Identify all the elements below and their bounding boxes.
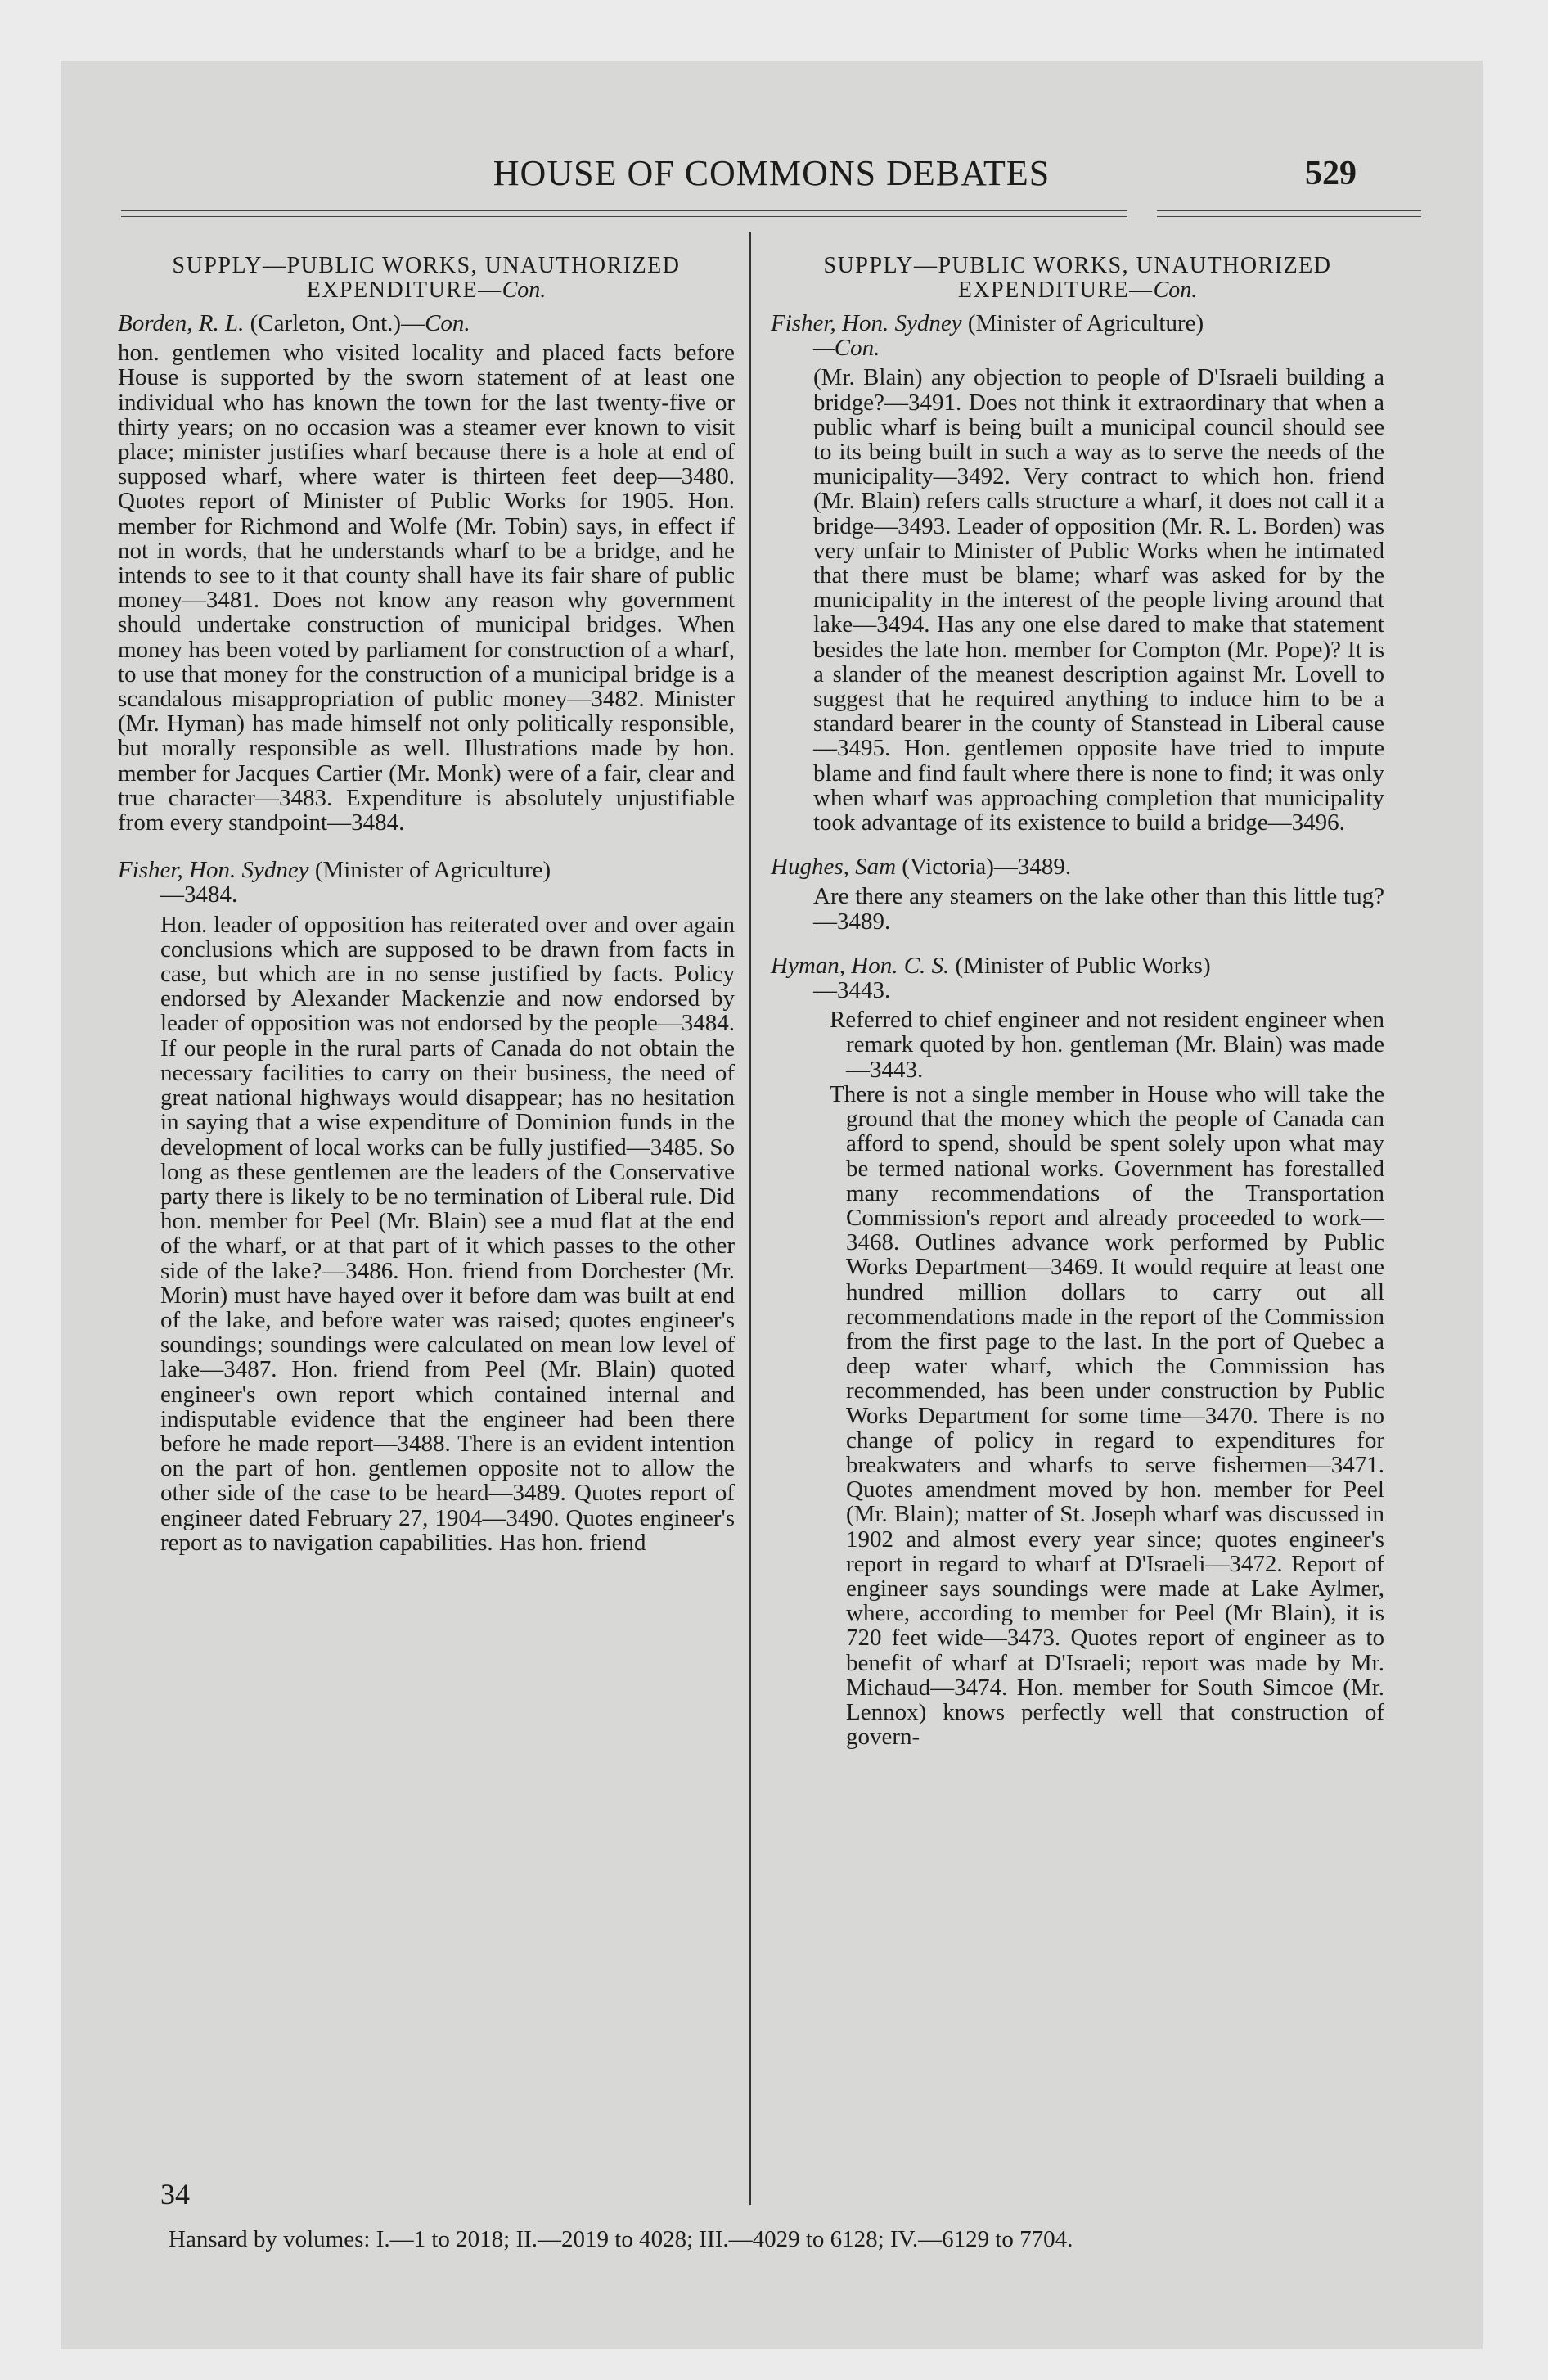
section-heading-cont: Con. bbox=[502, 277, 547, 303]
header-rule-left-thin bbox=[121, 216, 1127, 217]
right-column bbox=[771, 254, 1384, 1749]
speaker-entry-fisher-cont bbox=[771, 311, 1384, 360]
page-header bbox=[61, 152, 1483, 201]
speaker-name: Borden, R. L. bbox=[118, 310, 245, 336]
speaker-entry-fisher bbox=[118, 858, 735, 907]
section-heading-line2 bbox=[118, 278, 735, 303]
document-page bbox=[61, 61, 1483, 2349]
speaker-ref: —3443. bbox=[813, 977, 891, 1004]
column-divider bbox=[749, 232, 751, 2205]
volumes-footer: Hansard by volumes: I.—1 to 2018; II.—2019 to 4028; III.—4029 to 6128; IV.—6129 to 7704. bbox=[169, 2226, 1073, 2252]
section-heading bbox=[118, 254, 735, 303]
speech-text: hon. gentlemen who visited locality and placed facts before House is supported by the sworn statement of at least one individual who has known the town for the last twenty-five or thirty years; on no occasion was a steamer ever known to visit place; minister justifies wharf because there is a hole at end of supposed wharf, where water is thirteen feet deep—3480. Quotes report of Minister of Public Works for 1905. Hon. member for Richmond and Wolfe (Mr. Tobin) says, in effect if not in words, that he understands wharf to be a bridge, and he intends to see to it that county shall have its fair share of public money—3481. Does not know any reason why government should undertake construction of municipal bridges. When money has been voted by parliament for construction of a wharf, to use that money for the construction of a municipal bridge is a scandalous misappropriation of public money—3482. Minister (Mr. Hyman) has made himself not only politically responsible, but morally responsible as well. Illustrations made by hon. member for Jacques Cartier (Mr. Monk) were of a fair, clear and true character—3483. Expenditure is absolutely unjustifiable from every standpoint—3484. bbox=[118, 340, 735, 836]
speaker-detail: (Minister of Agriculture) bbox=[961, 310, 1204, 336]
header-rule-right-thin bbox=[1157, 216, 1421, 217]
speaker-ref: —3484. bbox=[160, 881, 238, 908]
speaker-name: Fisher, Hon. Sydney bbox=[771, 310, 962, 336]
section-heading-prefix: EXPENDITURE— bbox=[306, 277, 502, 303]
speaker-ref: —Con. bbox=[813, 335, 880, 362]
header-rule-right bbox=[1157, 210, 1421, 211]
speaker-name: Hughes, Sam bbox=[771, 854, 897, 881]
page-number: 529 bbox=[1305, 155, 1357, 192]
section-heading-line1: SUPPLY—PUBLIC WORKS, UNAUTHORIZED bbox=[823, 253, 1332, 278]
section-heading-prefix: EXPENDITURE— bbox=[957, 277, 1154, 303]
speech-text: Hon. leader of opposition has reiterated over and over again conclusions which are supposed to be drawn from facts in case, but which are in no sense justified by facts. Policy endorsed by Alexander Mackenzie and now endorsed by leader of opposition was not endorsed by the people—3484. If our people in the rural parts of Canada do not obtain the necessary facilities to carry on their business, the need of great national highways would disappear; has no hesitation in saying that a wise expenditure of Dominion funds in the development of local works can be fully justified—3485. So long as these gentlemen are the leaders of the Conservative party there is likely to be no termination of Liberal rule. Did hon. member for Peel (Mr. Blain) see a mud flat at the end of the wharf, or at that part of it which passes to the other side of the lake?—3486. Hon. friend from Dorchester (Mr. Morin) must have hayed over it before dam was built at end of the lake, and before water was raised; quotes engineer's soundings; soundings were calculated on mean low level of lake—3487. Hon. friend from Peel (Mr. Blain) quoted engineer's own report which contained internal and indisputable evidence that the engineer had been there before he made report—3488. There is an evident intention on the part of hon. gentlemen opposite not to allow the other side of the case to be heard—3489. Quotes report of engineer dated February 27, 1904—3490. Quotes engineer's report as to navigation capabilities. Has hon. friend bbox=[160, 911, 735, 1556]
speech-paragraph: Referred to chief engineer and not resident engineer when remark quoted by hon. gentleman (Mr. Blain) was made—3443. bbox=[830, 1007, 1384, 1083]
speaker-detail: (Carleton, Ont.)— bbox=[244, 310, 425, 336]
speaker-name: Fisher, Hon. Sydney bbox=[118, 857, 309, 884]
speaker-entry-borden bbox=[118, 311, 735, 336]
header-rule-left bbox=[121, 210, 1127, 211]
section-heading-cont: Con. bbox=[1153, 277, 1198, 303]
section-heading bbox=[771, 254, 1384, 303]
section-heading-line2 bbox=[771, 278, 1384, 303]
speaker-detail: (Victoria)—3489. bbox=[896, 854, 1072, 881]
speaker-entry-hughes bbox=[771, 854, 1384, 879]
speech-text: (Mr. Blain) any objection to people of D'Israeli building a bridge?—3491. Does not think it extraordinary that when a public wharf is being built a municipal council should see to its being built in such a way as to serve the needs of the municipality—3492. Very contract to which hon. friend (Mr. Blain) refers calls structure a wharf, it does not call it a bridge—3493. Leader of opposition (Mr. R. L. Borden) was very unfair to Minister of Public Works when he intimated that there must be blame; wharf was asked for by the municipality in the interest of the people living around that lake—3494. Has any one else dared to make that statement besides the late hon. member for Compton (Mr. Pope)? It is a slander of the meanest description against Mr. Lovell to suggest that he required anything to induce him to be a standard bearer in the county of Stanstead in Liberal cause—3495. Hon. gentlemen opposite have tried to impute blame and find fault where there is none to find; it was only when wharf was approaching completion that municipality took advantage of its existence to build a bridge—3496. bbox=[813, 364, 1384, 836]
left-column bbox=[118, 254, 735, 1555]
speaker-cont: Con. bbox=[425, 310, 470, 336]
speaker-detail: (Minister of Public Works) bbox=[949, 952, 1211, 979]
speech-paragraph: There is not a single member in House who will take the ground that the money which the people of Canada can afford to spend, should be spent solely upon what may be termed national works. Government has forestalled many recommendations of the Transportation Commission's report and already proceeded to work—3468. Outlines advance work performed by Public Works Department—3469. It would require at least one hundred million dollars to carry out all recommendations made in the report of the Commission from the first page to the last. In the port of Quebec a deep water wharf, which the Commission has recommended, has been under construction by Public Works Department for some time—3470. There is no change of policy in regard to expenditures for breakwaters and wharfs to serve fishermen—3471. Quotes amendment moved by hon. member for Peel (Mr. Blain); matter of St. Joseph wharf was discussed in 1902 and almost every year since; quotes engineer's report in regard to wharf at D'Israeli—3472. Report of engineer says soundings were made at Lake Aylmer, where, according to member for Peel (Mr Blain), it is 720 feet wide—3473. Quotes report of engineer as to benefit of wharf at D'Israeli; report was made by Mr. Michaud—3474. Hon. member for South Simcoe (Mr. Lennox) knows perfectly well that construction of govern- bbox=[830, 1080, 1384, 1751]
speaker-name: Hyman, Hon. C. S. bbox=[771, 952, 950, 979]
section-heading-line1: SUPPLY—PUBLIC WORKS, UNAUTHORIZED bbox=[172, 253, 681, 278]
speaker-detail: (Minister of Agriculture) bbox=[308, 857, 551, 884]
speaker-entry-hyman bbox=[771, 953, 1384, 1003]
speech-text: Are there any steamers on the lake other than this little tug?—3489. bbox=[813, 883, 1384, 935]
page-title: HOUSE OF COMMONS DEBATES bbox=[493, 153, 1051, 193]
signature-mark: 34 bbox=[160, 2178, 190, 2211]
